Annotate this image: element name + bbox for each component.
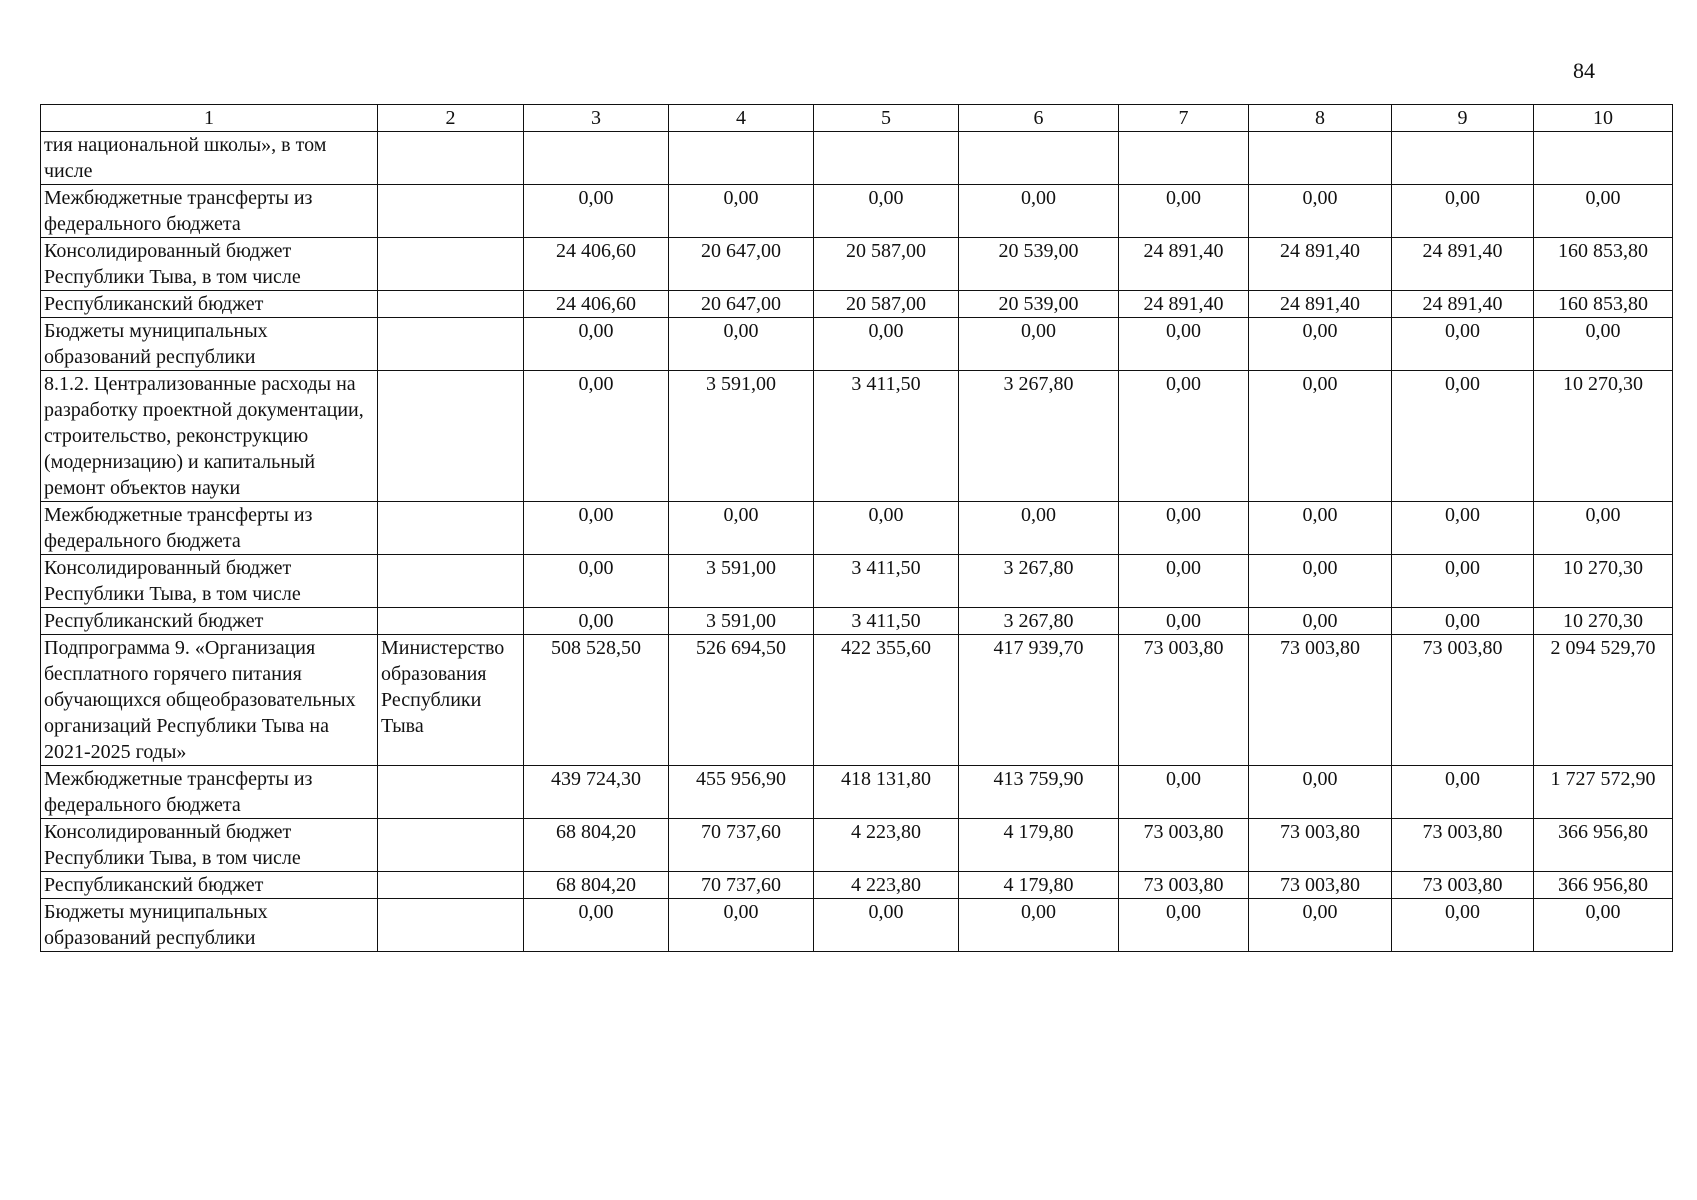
- value-cell: 160 853,80: [1534, 291, 1673, 318]
- value-cell: 3 591,00: [669, 371, 814, 502]
- value-cell: 0,00: [1534, 185, 1673, 238]
- table-row: [41, 132, 1673, 185]
- value-cell: 0,00: [1249, 502, 1392, 555]
- responsible-executor: [378, 608, 524, 635]
- value-cell: 0,00: [1392, 766, 1534, 819]
- value-cell: 0,00: [524, 555, 669, 608]
- value-cell: 73 003,80: [1392, 872, 1534, 899]
- value-cell: 10 270,30: [1534, 371, 1673, 502]
- value-cell: 3 591,00: [669, 608, 814, 635]
- value-cell: 68 804,20: [524, 819, 669, 872]
- page-number: 84: [1573, 58, 1595, 83]
- table-row: [41, 291, 1673, 318]
- responsible-executor: [378, 318, 524, 371]
- value-cell: 0,00: [814, 185, 959, 238]
- value-cell: 0,00: [1119, 766, 1249, 819]
- responsible-executor: [378, 555, 524, 608]
- value-cell: 10 270,30: [1534, 555, 1673, 608]
- value-cell: [1249, 132, 1392, 185]
- row-label: Межбюджетные трансферты из федерального бюджета: [41, 766, 378, 819]
- value-cell: [814, 132, 959, 185]
- value-cell: 20 539,00: [959, 238, 1119, 291]
- value-cell: 4 223,80: [814, 872, 959, 899]
- row-label: Консолидированный бюджет Республики Тыва, в том числе: [41, 238, 378, 291]
- value-cell: 10 270,30: [1534, 608, 1673, 635]
- table-row: [41, 555, 1673, 608]
- value-cell: 0,00: [1249, 318, 1392, 371]
- value-cell: 73 003,80: [1392, 819, 1534, 872]
- value-cell: 24 891,40: [1119, 238, 1249, 291]
- value-cell: 0,00: [814, 318, 959, 371]
- responsible-executor: [378, 899, 524, 952]
- row-label: Республиканский бюджет: [41, 291, 378, 318]
- value-cell: 0,00: [669, 502, 814, 555]
- table-row: [41, 635, 1673, 766]
- row-label: Бюджеты муниципальных образований республики: [41, 899, 378, 952]
- value-cell: 70 737,60: [669, 819, 814, 872]
- value-cell: 24 891,40: [1119, 291, 1249, 318]
- value-cell: 0,00: [1249, 555, 1392, 608]
- value-cell: 0,00: [669, 899, 814, 952]
- value-cell: 0,00: [1534, 899, 1673, 952]
- value-cell: [524, 132, 669, 185]
- value-cell: 0,00: [669, 318, 814, 371]
- value-cell: 0,00: [1119, 318, 1249, 371]
- value-cell: 160 853,80: [1534, 238, 1673, 291]
- value-cell: 0,00: [669, 185, 814, 238]
- value-cell: 0,00: [1392, 371, 1534, 502]
- value-cell: 508 528,50: [524, 635, 669, 766]
- row-label: Подпрограмма 9. «Организация бесплатного горячего питания обучающихся общеобразовательных организаций Республики Тыва на 2021-2025 годы»: [41, 635, 378, 766]
- value-cell: 0,00: [1249, 608, 1392, 635]
- row-label: Межбюджетные трансферты из федерального бюджета: [41, 185, 378, 238]
- value-cell: 439 724,30: [524, 766, 669, 819]
- value-cell: [1534, 132, 1673, 185]
- value-cell: 0,00: [959, 318, 1119, 371]
- value-cell: 20 647,00: [669, 291, 814, 318]
- value-cell: 73 003,80: [1392, 635, 1534, 766]
- value-cell: 0,00: [1119, 899, 1249, 952]
- value-cell: 418 131,80: [814, 766, 959, 819]
- column-header: 1: [41, 105, 378, 132]
- value-cell: 20 539,00: [959, 291, 1119, 318]
- column-header: 9: [1392, 105, 1534, 132]
- column-header: 2: [378, 105, 524, 132]
- value-cell: 422 355,60: [814, 635, 959, 766]
- value-cell: 4 179,80: [959, 819, 1119, 872]
- value-cell: 0,00: [1392, 555, 1534, 608]
- responsible-executor: [378, 291, 524, 318]
- value-cell: 3 411,50: [814, 371, 959, 502]
- value-cell: 0,00: [959, 185, 1119, 238]
- value-cell: 3 267,80: [959, 555, 1119, 608]
- row-label: тия национальной школы», в том числе: [41, 132, 378, 185]
- value-cell: 0,00: [524, 502, 669, 555]
- row-label: Республиканский бюджет: [41, 608, 378, 635]
- value-cell: 3 411,50: [814, 555, 959, 608]
- value-cell: 0,00: [1392, 899, 1534, 952]
- value-cell: 3 591,00: [669, 555, 814, 608]
- value-cell: 0,00: [1249, 899, 1392, 952]
- value-cell: 0,00: [1119, 371, 1249, 502]
- value-cell: 73 003,80: [1249, 635, 1392, 766]
- value-cell: 4 179,80: [959, 872, 1119, 899]
- value-cell: 1 727 572,90: [1534, 766, 1673, 819]
- value-cell: 73 003,80: [1119, 819, 1249, 872]
- header-row: [41, 105, 1673, 132]
- table-row: [41, 899, 1673, 952]
- value-cell: 3 411,50: [814, 608, 959, 635]
- value-cell: 0,00: [1534, 318, 1673, 371]
- value-cell: 0,00: [1119, 608, 1249, 635]
- value-cell: 0,00: [524, 185, 669, 238]
- value-cell: 0,00: [1249, 766, 1392, 819]
- value-cell: 73 003,80: [1119, 635, 1249, 766]
- value-cell: 0,00: [814, 502, 959, 555]
- responsible-executor: Министерство образования Республики Тыва: [378, 635, 524, 766]
- row-label: Межбюджетные трансферты из федерального бюджета: [41, 502, 378, 555]
- responsible-executor: [378, 502, 524, 555]
- value-cell: 73 003,80: [1249, 872, 1392, 899]
- value-cell: 24 891,40: [1392, 238, 1534, 291]
- value-cell: 0,00: [524, 371, 669, 502]
- value-cell: [669, 132, 814, 185]
- column-header: 4: [669, 105, 814, 132]
- value-cell: 20 587,00: [814, 238, 959, 291]
- value-cell: 73 003,80: [1249, 819, 1392, 872]
- column-header: 6: [959, 105, 1119, 132]
- value-cell: 526 694,50: [669, 635, 814, 766]
- value-cell: 3 267,80: [959, 371, 1119, 502]
- value-cell: 20 587,00: [814, 291, 959, 318]
- value-cell: 0,00: [814, 899, 959, 952]
- row-label: Бюджеты муниципальных образований республики: [41, 318, 378, 371]
- value-cell: 0,00: [524, 608, 669, 635]
- value-cell: 68 804,20: [524, 872, 669, 899]
- value-cell: 0,00: [1119, 555, 1249, 608]
- responsible-executor: [378, 132, 524, 185]
- budget-table: [40, 104, 1673, 952]
- table-row: [41, 608, 1673, 635]
- value-cell: 24 891,40: [1249, 238, 1392, 291]
- value-cell: 24 406,60: [524, 238, 669, 291]
- responsible-executor: [378, 819, 524, 872]
- row-label: Консолидированный бюджет Республики Тыва, в том числе: [41, 555, 378, 608]
- table-row: [41, 502, 1673, 555]
- responsible-executor: [378, 371, 524, 502]
- responsible-executor: [378, 185, 524, 238]
- value-cell: [959, 132, 1119, 185]
- row-label: Консолидированный бюджет Республики Тыва, в том числе: [41, 819, 378, 872]
- table-body: [41, 132, 1673, 952]
- value-cell: 0,00: [959, 502, 1119, 555]
- column-header: 3: [524, 105, 669, 132]
- column-header: 7: [1119, 105, 1249, 132]
- table-row: [41, 371, 1673, 502]
- value-cell: 0,00: [524, 318, 669, 371]
- value-cell: 366 956,80: [1534, 819, 1673, 872]
- column-header: 10: [1534, 105, 1673, 132]
- value-cell: 417 939,70: [959, 635, 1119, 766]
- value-cell: 24 891,40: [1392, 291, 1534, 318]
- responsible-executor: [378, 872, 524, 899]
- value-cell: 4 223,80: [814, 819, 959, 872]
- table-row: [41, 318, 1673, 371]
- table-row: [41, 185, 1673, 238]
- table-row: [41, 766, 1673, 819]
- value-cell: 73 003,80: [1119, 872, 1249, 899]
- value-cell: 70 737,60: [669, 872, 814, 899]
- value-cell: 0,00: [1119, 502, 1249, 555]
- value-cell: 0,00: [1249, 371, 1392, 502]
- value-cell: 0,00: [1392, 608, 1534, 635]
- value-cell: 455 956,90: [669, 766, 814, 819]
- value-cell: 0,00: [1119, 185, 1249, 238]
- row-label: Республиканский бюджет: [41, 872, 378, 899]
- table-row: [41, 819, 1673, 872]
- value-cell: 0,00: [1534, 502, 1673, 555]
- table-row: [41, 238, 1673, 291]
- value-cell: [1119, 132, 1249, 185]
- value-cell: 413 759,90: [959, 766, 1119, 819]
- value-cell: 20 647,00: [669, 238, 814, 291]
- value-cell: 0,00: [959, 899, 1119, 952]
- table-row: [41, 872, 1673, 899]
- value-cell: 24 406,60: [524, 291, 669, 318]
- column-header: 5: [814, 105, 959, 132]
- value-cell: [1392, 132, 1534, 185]
- value-cell: 0,00: [1392, 185, 1534, 238]
- value-cell: 0,00: [1392, 502, 1534, 555]
- value-cell: 366 956,80: [1534, 872, 1673, 899]
- value-cell: 0,00: [524, 899, 669, 952]
- row-label: 8.1.2. Централизованные расходы на разработку проектной документации, строительство, реконструкцию (модернизацию) и капитальный ремонт объектов науки: [41, 371, 378, 502]
- value-cell: 0,00: [1249, 185, 1392, 238]
- value-cell: 3 267,80: [959, 608, 1119, 635]
- column-header: 8: [1249, 105, 1392, 132]
- responsible-executor: [378, 238, 524, 291]
- value-cell: 24 891,40: [1249, 291, 1392, 318]
- responsible-executor: [378, 766, 524, 819]
- value-cell: 0,00: [1392, 318, 1534, 371]
- value-cell: 2 094 529,70: [1534, 635, 1673, 766]
